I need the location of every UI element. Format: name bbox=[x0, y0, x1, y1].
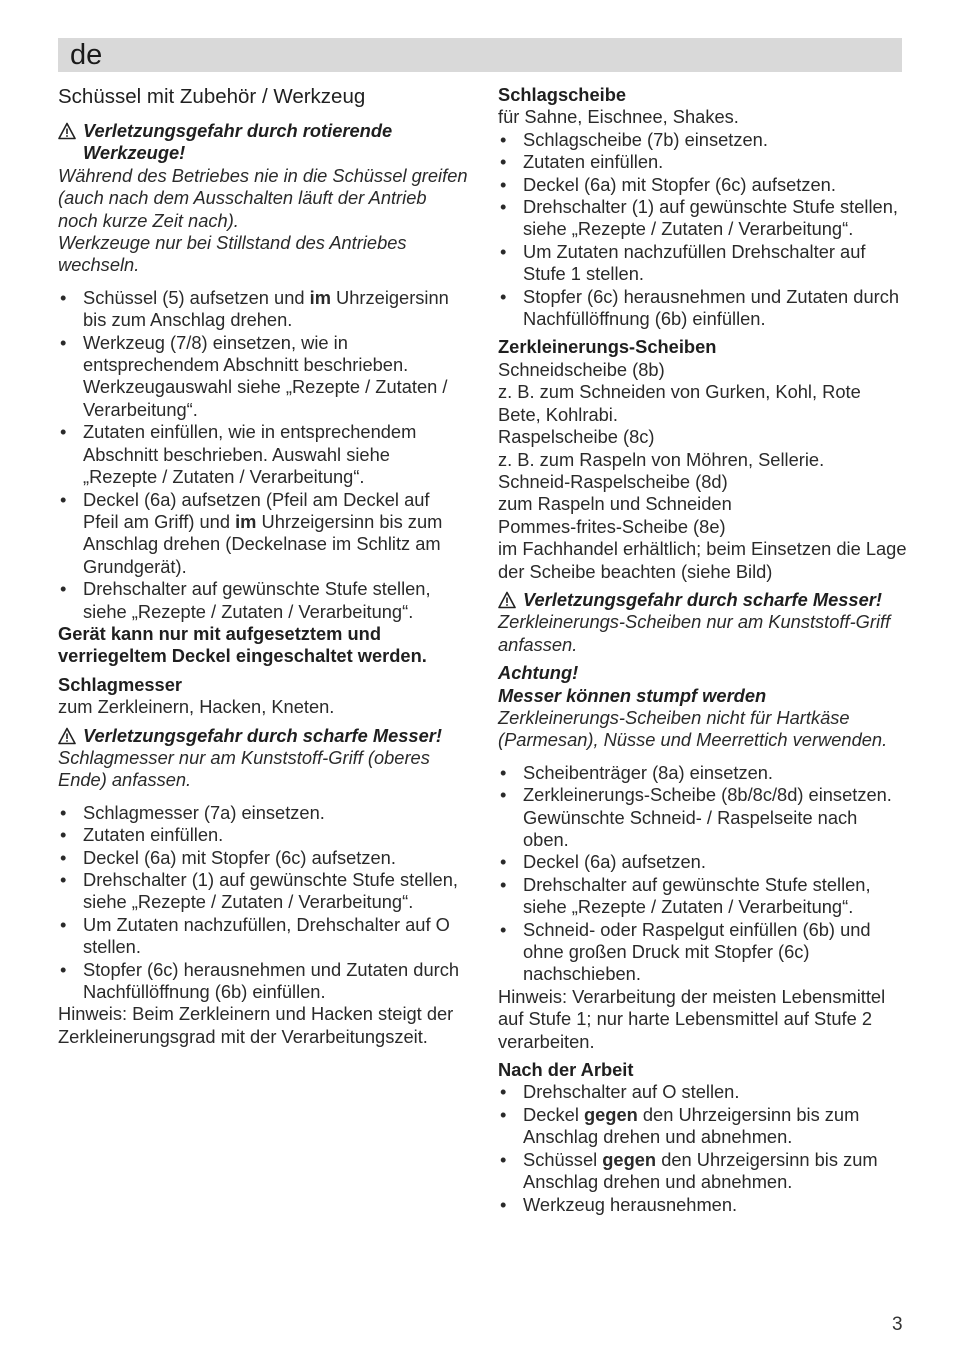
list-item: • Drehschalter auf O stellen. bbox=[498, 1081, 908, 1103]
caution-text: Zerkleinerungs-Scheiben nicht für Hartkäse (Parmesan), Nüsse und Meerrettich verwenden. bbox=[498, 706, 888, 751]
list-item: • Deckel (6a) mit Stopfer (6c) aufsetzen. bbox=[498, 174, 908, 196]
list-item: • Werkzeug herausnehmen. bbox=[498, 1194, 908, 1216]
list-item: • Zerkleinerungs-Scheibe (8b/8c/8d) einsetzen. Gewünschte Schneid- / Raspelseite nach oben. bbox=[498, 784, 908, 851]
description-line: Schneidscheibe (8b) bbox=[498, 358, 665, 380]
hint-text: Hinweis: Verarbeitung der meisten Lebensmittel auf Stufe 1; nur harte Lebensmittel auf Stufe 2 verarbeiten. bbox=[498, 985, 886, 1052]
warning-heading: Verletzungsgefahr durch rotierende Werkzeuge! bbox=[58, 120, 468, 165]
steps-list bbox=[498, 762, 908, 986]
list-item: • Werkzeug (7/8) einsetzen, wie in entsprechendem Abschnitt beschrieben. Werkzeugauswahl siehe „Rezepte / Zutaten / Verarbeitung“. bbox=[58, 332, 468, 422]
warning-text: Werkzeuge nur bei Stillstand des Antriebes wechseln. bbox=[58, 232, 407, 276]
list-item: • Zutaten einfüllen. bbox=[498, 151, 908, 173]
warning-triangle-icon bbox=[58, 122, 76, 140]
left-column bbox=[58, 84, 468, 1048]
list-item: • Deckel (6a) mit Stopfer (6c) aufsetzen. bbox=[58, 847, 468, 869]
description-line: zum Raspeln und Schneiden bbox=[498, 493, 732, 515]
description-line: Schneid-Raspelscheibe (8d) bbox=[498, 470, 728, 492]
steps-list bbox=[58, 802, 468, 1004]
caution-heading: Achtung! bbox=[498, 662, 579, 684]
subsection-title: Zerkleinerungs-Scheiben bbox=[498, 336, 717, 358]
description: zum Zerkleinern, Hacken, Kneten. bbox=[58, 696, 335, 718]
warning-text: Zerkleinerungs-Scheiben nur am Kunststoff-Griff anfassen. bbox=[498, 611, 891, 655]
section-title: Schüssel mit Zubehör / Werkzeug bbox=[58, 85, 366, 108]
list-item: • Drehschalter (1) auf gewünschte Stufe stellen, siehe „Rezepte / Zutaten / Verarbeitung“. bbox=[498, 196, 908, 241]
description-line: z. B. zum Schneiden von Gurken, Kohl, Rote Bete, Kohlrabi. bbox=[498, 381, 861, 425]
language-bar bbox=[58, 38, 902, 72]
warning-heading: Verletzungsgefahr durch scharfe Messer! bbox=[58, 725, 468, 747]
steps-list bbox=[498, 1081, 908, 1215]
list-item: • Stopfer (6c) herausnehmen und Zutaten durch Nachfüllöffnung (6b) einfüllen. bbox=[498, 286, 908, 331]
description-line: im Fachhandel erhältlich; beim Einsetzen die Lage der Scheibe beachten (siehe Bild) bbox=[498, 538, 907, 582]
subsection-title: Nach der Arbeit bbox=[498, 1059, 634, 1081]
list-item: • Um Zutaten nachzufüllen Drehschalter auf Stufe 1 stellen. bbox=[498, 241, 908, 286]
list-item: • Schlagmesser (7a) einsetzen. bbox=[58, 802, 468, 824]
warning-triangle-icon bbox=[498, 591, 516, 609]
description-line: z. B. zum Raspeln von Möhren, Sellerie. bbox=[498, 448, 825, 470]
notice-text: Gerät kann nur mit aufgesetztem und verriegeltem Deckel eingeschaltet werden. bbox=[58, 622, 427, 667]
caution-subheading: Messer können stumpf werden bbox=[498, 684, 767, 706]
list-item: • Schüssel (5) aufsetzen und im Uhrzeigersinn bis zum Anschlag drehen. bbox=[58, 287, 468, 332]
warning-triangle-icon bbox=[58, 727, 76, 745]
description: für Sahne, Eischnee, Shakes. bbox=[498, 106, 739, 128]
list-item: • Drehschalter (1) auf gewünschte Stufe stellen, siehe „Rezepte / Zutaten / Verarbeitung“. bbox=[58, 869, 468, 914]
page-number: 3 bbox=[892, 1314, 903, 1335]
list-item: • Scheibenträger (8a) einsetzen. bbox=[498, 762, 908, 784]
description-line: Pommes-frites-Scheibe (8e) bbox=[498, 515, 726, 537]
list-item: • Um Zutaten nachzufüllen, Drehschalter auf O stellen. bbox=[58, 914, 468, 959]
list-item: • Deckel (6a) aufsetzen (Pfeil am Deckel auf Pfeil am Griff) und im Uhrzeigersinn bis zum Anschlag drehen (Deckelnase im Schlitz am Grundgerät). bbox=[58, 489, 468, 579]
list-item: • Drehschalter auf gewünschte Stufe stellen, siehe „Rezepte / Zutaten / Verarbeitung“. bbox=[58, 578, 468, 623]
steps-list bbox=[58, 287, 468, 623]
description-line: Raspelscheibe (8c) bbox=[498, 426, 655, 448]
steps-list bbox=[498, 129, 908, 331]
list-item: • Drehschalter auf gewünschte Stufe stellen, siehe „Rezepte / Zutaten / Verarbeitung“. bbox=[498, 874, 908, 919]
right-column bbox=[498, 84, 908, 1216]
warning-text: Schlagmesser nur am Kunststoff-Griff (oberes Ende) anfassen. bbox=[58, 746, 430, 791]
list-item: • Deckel (6a) aufsetzen. bbox=[498, 851, 908, 873]
hint-text: Hinweis: Beim Zerkleinern und Hacken steigt der Zerkleinerungsgrad mit der Verarbeitungszeit. bbox=[58, 1003, 454, 1047]
list-item: • Schlagscheibe (7b) einsetzen. bbox=[498, 129, 908, 151]
list-item: • Stopfer (6c) herausnehmen und Zutaten durch Nachfüllöffnung (6b) einfüllen. bbox=[58, 959, 468, 1004]
list-item: • Zutaten einfüllen, wie in entsprechendem Abschnitt beschrieben. Auswahl siehe „Rezepte / Zutaten / Verarbeitung“. bbox=[58, 421, 468, 488]
list-item: • Deckel gegen den Uhrzeigersinn bis zum Anschlag drehen und abnehmen. bbox=[498, 1104, 908, 1149]
warning-text: Während des Betriebes nie in die Schüssel greifen (auch nach dem Ausschalten läuft der Antrieb noch kurze Zeit nach). bbox=[58, 164, 468, 231]
list-item: • Schüssel gegen den Uhrzeigersinn bis zum Anschlag drehen und abnehmen. bbox=[498, 1149, 908, 1194]
list-item: • Schneid- oder Raspelgut einfüllen (6b) und ohne großen Druck mit Stopfer (6c) nachschieben. bbox=[498, 919, 908, 986]
subsection-title: Schlagmesser bbox=[58, 673, 182, 695]
list-item: • Zutaten einfüllen. bbox=[58, 824, 468, 846]
language-code: de bbox=[70, 39, 103, 71]
subsection-title: Schlagscheibe bbox=[498, 84, 627, 105]
warning-heading: Verletzungsgefahr durch scharfe Messer! bbox=[498, 589, 908, 611]
